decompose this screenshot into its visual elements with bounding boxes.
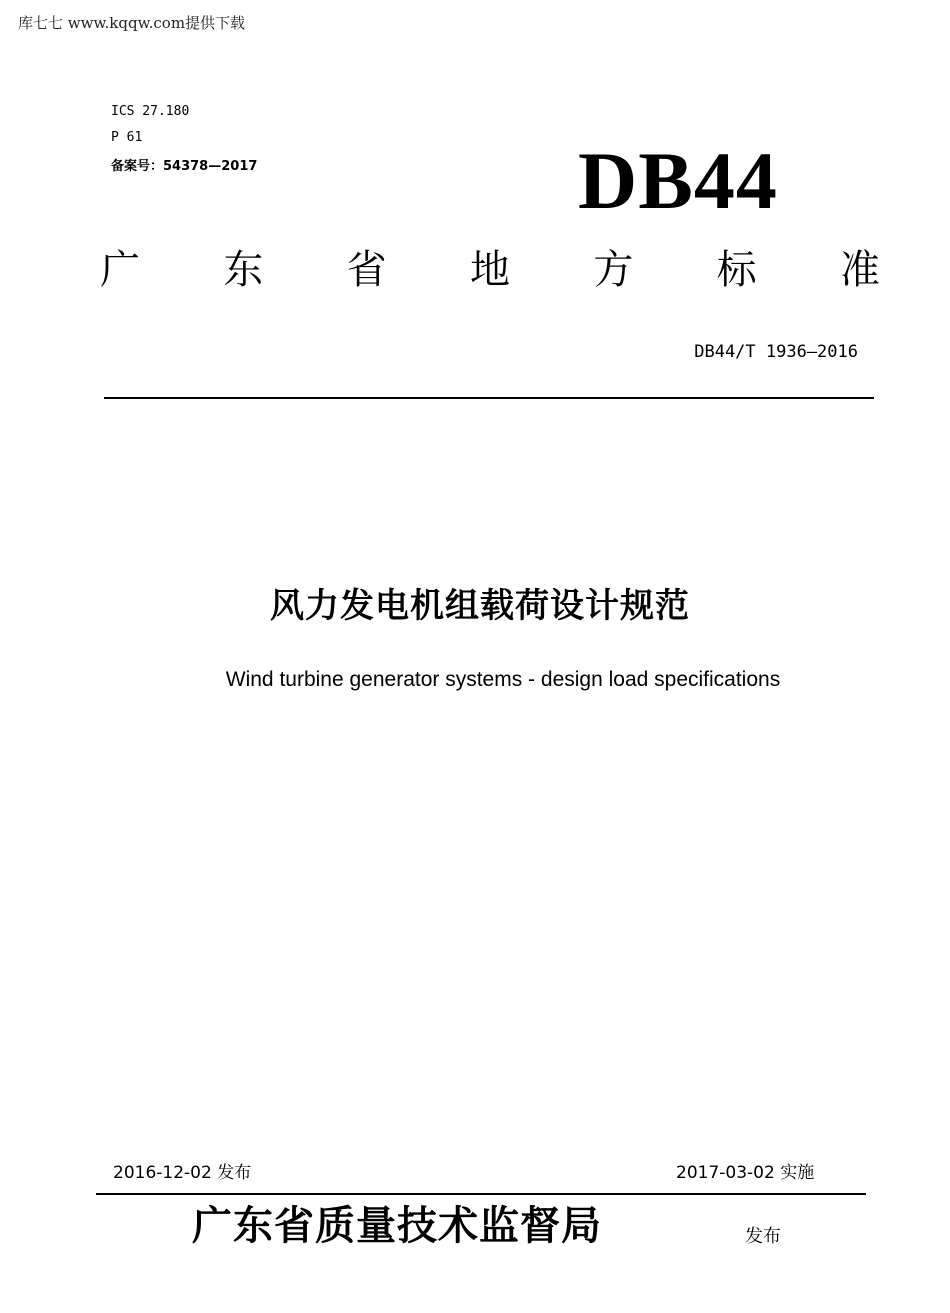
- ics-code: ICS 27.180: [111, 104, 190, 119]
- watermark-text: 库七七 www.kqqw.com提供下载: [18, 14, 246, 32]
- standard-number: DB44/T 1936—2016: [694, 342, 858, 362]
- standard-code-logo: DB44: [578, 135, 778, 226]
- record-number: 备案号：54378—2017: [111, 159, 258, 174]
- issue-date: 2016-12-02 发布: [113, 1163, 252, 1183]
- publish-label: 发布: [745, 1226, 781, 1247]
- implementation-date: 2017-03-02 实施: [676, 1163, 815, 1183]
- standard-type-char: 东: [223, 247, 264, 293]
- document-title-en: Wind turbine generator systems - design load specifications: [225, 668, 781, 691]
- publisher-name: 广东省质量技术监督局: [192, 1202, 602, 1249]
- standard-type-char: 省: [346, 247, 387, 293]
- document-title-zh: 风力发电机组载荷设计规范: [270, 586, 690, 626]
- top-divider: [104, 397, 874, 399]
- standard-type-char: 地: [469, 247, 510, 293]
- classification-code: P 61: [111, 130, 143, 145]
- bottom-divider: [96, 1193, 866, 1195]
- standard-type-heading: [100, 247, 880, 293]
- standard-type-char: 方: [593, 247, 634, 293]
- standard-type-char: 准: [839, 247, 880, 293]
- standard-type-char: 标: [716, 247, 757, 293]
- standard-type-char: 广: [100, 247, 140, 293]
